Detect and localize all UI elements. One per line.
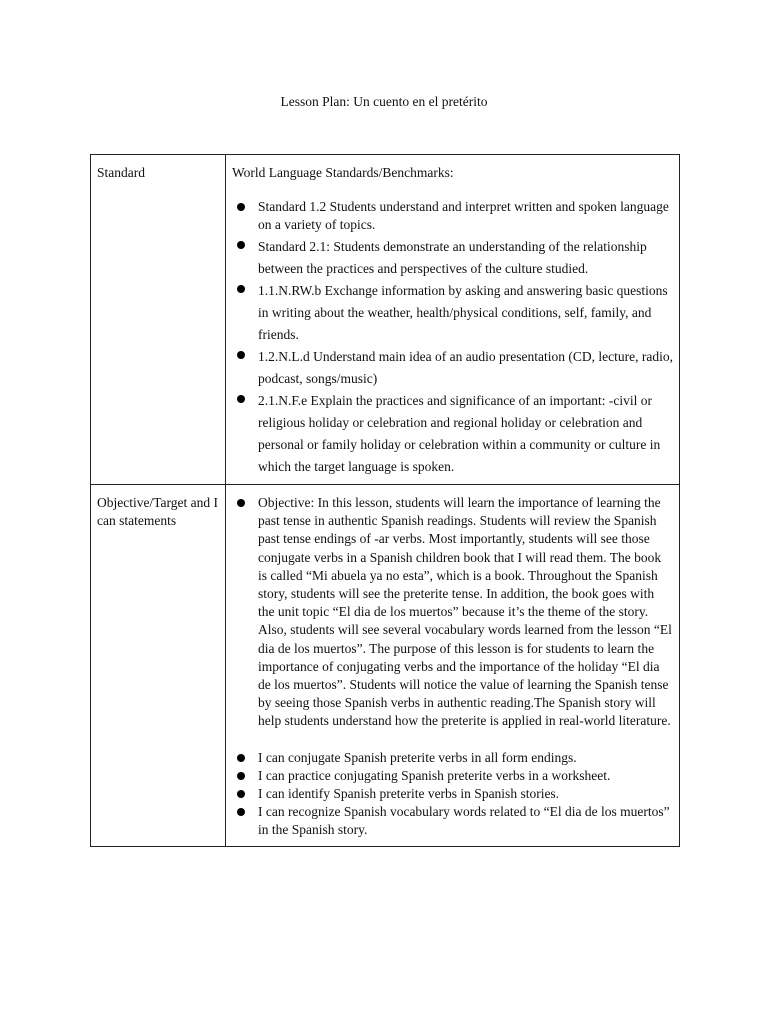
bullet-icon: [237, 499, 245, 507]
list-item: [258, 785, 673, 803]
list-item: [258, 198, 673, 234]
bullet-icon: [237, 351, 245, 359]
list-item: [258, 494, 673, 731]
standard-text: Standard 1.2 Students understand and interpret written and spoken language on a variety of topics.: [258, 199, 669, 232]
row-label-standard: Standard: [91, 155, 226, 485]
bullet-icon: [237, 203, 245, 211]
standards-heading: World Language Standards/Benchmarks:: [232, 165, 454, 180]
list-item: [258, 749, 673, 767]
bullet-icon: [237, 285, 245, 293]
i-can-text: I can conjugate Spanish preterite verbs in all form endings.: [258, 749, 577, 765]
list-item: [258, 236, 673, 280]
list-item: [258, 390, 673, 478]
i-can-text: I can practice conjugating Spanish preterite verbs in a worksheet.: [258, 767, 611, 783]
objective-text: Objective: In this lesson, students will learn the importance of learning the past tense in authentic Spanish readings. Students will review the Spanish past tense endings of -ar verbs. Most importantly, students will see those conjugate verbs in a Spanish children book that I will read them. The book is called “Mi abuela ya no esta”, which is a book. Throughout the Spanish story, students will see the preterite tense. In addition, the book goes with the unit topic “El dia de los muertos” because it’s the theme of the story. Also, students will see several vocabulary words learned from the lesson “El dia de los muertos”. The purpose of this lesson is for students to learn the importance of conjugating verbs and the importance of the holiday “El dia de los muertos”. Students will notice the value of learning the Spanish tense by seeing those Spanish verbs in authentic reading.The Spanish story will help students understand how the preterite is applied in real-world literature.: [258, 495, 672, 729]
table-row-objective: [91, 485, 680, 847]
standard-text: 1.2.N.L.d Understand main idea of an audio presentation (CD, lecture, radio, podcast, songs/music): [258, 349, 673, 386]
row-label-objective: Objective/Target and I can statements: [91, 485, 226, 847]
objective-cell: [226, 485, 680, 847]
lesson-plan-table: [90, 154, 680, 847]
bullet-icon: [237, 754, 245, 762]
standard-text: Standard 2.1: Students demonstrate an understanding of the relationship between the practices and perspectives of the culture studied.: [258, 239, 647, 276]
bullet-icon: [237, 808, 245, 816]
standard-text: 2.1.N.F.e Explain the practices and significance of an important: -civil or religious holiday or celebration and regional holiday or celebration and personal or family holiday or celebration within a community or culture in which the target language is spoken.: [258, 393, 661, 474]
bullet-icon: [237, 241, 245, 249]
standard-text: 1.1.N.RW.b Exchange information by asking and answering basic questions in writing about the weather, health/physical conditions, self, family, and friends.: [258, 283, 668, 342]
list-item: [258, 346, 673, 390]
standards-list: [232, 198, 673, 478]
standards-cell: [226, 155, 680, 485]
i-can-text: I can identify Spanish preterite verbs in Spanish stories.: [258, 786, 560, 802]
list-item: [258, 280, 673, 346]
bullet-icon: [237, 772, 245, 780]
bullet-icon: [237, 790, 245, 798]
document-title: Lesson Plan: Un cuento en el pretérito: [280, 94, 488, 109]
table-row-standard: [91, 155, 680, 485]
i-can-list: [232, 749, 673, 840]
i-can-text: I can recognize Spanish vocabulary words related to “El dia de los muertos” in the Spanish story.: [258, 804, 670, 838]
list-item: [258, 767, 673, 785]
objective-list: [232, 494, 673, 731]
list-item: [258, 803, 673, 839]
bullet-icon: [237, 395, 245, 403]
